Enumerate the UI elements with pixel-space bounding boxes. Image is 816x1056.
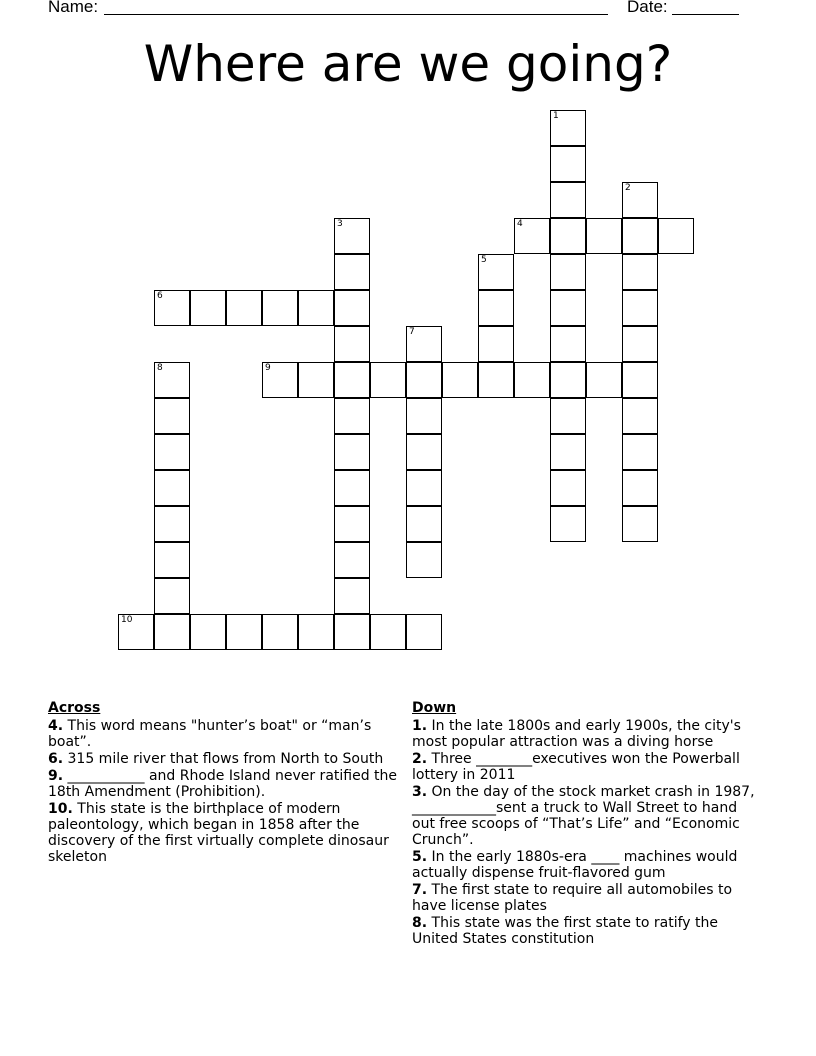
grid-cell[interactable] — [226, 290, 262, 326]
grid-cell[interactable] — [154, 290, 190, 326]
grid-cell[interactable] — [154, 434, 190, 470]
clue-number-label: 4. — [48, 718, 64, 734]
grid-cell[interactable] — [262, 290, 298, 326]
clue-number: 9 — [265, 363, 271, 373]
clue-number-label: 6. — [48, 751, 64, 767]
grid-cell[interactable] — [622, 506, 658, 542]
grid-cell[interactable] — [406, 326, 442, 362]
clue-number-label: 7. — [412, 882, 428, 898]
clue-number-label: 8. — [412, 915, 428, 931]
name-label: Name: — [48, 0, 99, 16]
clue-number: 3 — [337, 219, 343, 229]
grid-cell[interactable] — [442, 362, 478, 398]
grid-cell[interactable] — [478, 290, 514, 326]
grid-cell[interactable] — [154, 398, 190, 434]
clue-number: 10 — [121, 615, 133, 625]
grid-cell[interactable] — [190, 614, 226, 650]
grid-cell[interactable] — [550, 398, 586, 434]
grid-cell[interactable] — [298, 362, 334, 398]
grid-cell[interactable] — [622, 182, 658, 218]
grid-cell[interactable] — [406, 542, 442, 578]
grid-cell[interactable] — [118, 614, 154, 650]
clue-number: 1 — [553, 111, 559, 121]
grid-cell[interactable] — [478, 326, 514, 362]
grid-cell[interactable] — [334, 578, 370, 614]
clue-text: This state is the birthplace of modern paleontology, which began in 1858 after the discovery of the first virtually complete dinosaur skeleton — [48, 801, 389, 865]
across-clue — [48, 768, 410, 800]
clue-number-label: 3. — [412, 784, 428, 800]
grid-cell[interactable] — [622, 218, 658, 254]
grid-cell[interactable] — [334, 326, 370, 362]
date-label: Date: — [627, 0, 668, 16]
grid-cell[interactable] — [262, 362, 298, 398]
grid-cell[interactable] — [154, 362, 190, 398]
grid-cell[interactable] — [586, 362, 622, 398]
grid-cell[interactable] — [334, 290, 370, 326]
grid-cell[interactable] — [298, 290, 334, 326]
grid-cell[interactable] — [622, 290, 658, 326]
grid-cell[interactable] — [550, 506, 586, 542]
grid-cell[interactable] — [622, 398, 658, 434]
grid-cell[interactable] — [514, 362, 550, 398]
page-title: Where are we going? — [143, 35, 673, 93]
grid-cell[interactable] — [154, 614, 190, 650]
grid-cell[interactable] — [550, 470, 586, 506]
grid-cell[interactable] — [550, 290, 586, 326]
across-clue — [48, 801, 410, 865]
grid-cell[interactable] — [550, 110, 586, 146]
across-clues — [48, 700, 410, 866]
grid-cell[interactable] — [154, 578, 190, 614]
clue-text: On the day of the stock market crash in 1987, ____________sent a truck to Wall Street to hand out free scoops of “That’s Life” and “Economic Crunch”. — [412, 784, 755, 848]
clue-number-label: 10. — [48, 801, 73, 817]
down-clues — [412, 700, 762, 948]
grid-cell[interactable] — [370, 614, 406, 650]
clue-number: 6 — [157, 291, 163, 301]
grid-cell[interactable] — [550, 434, 586, 470]
down-clue — [412, 718, 762, 750]
grid-cell[interactable] — [334, 542, 370, 578]
grid-cell[interactable] — [334, 362, 370, 398]
clue-number-label: 1. — [412, 718, 428, 734]
grid-cell[interactable] — [406, 506, 442, 542]
clue-text: Three ________executives won the Powerball lottery in 2011 — [412, 751, 740, 783]
grid-cell[interactable] — [406, 614, 442, 650]
clue-number: 8 — [157, 363, 163, 373]
grid-cell[interactable] — [622, 434, 658, 470]
across-clue — [48, 751, 410, 767]
grid-cell[interactable] — [622, 254, 658, 290]
clue-number: 7 — [409, 327, 415, 337]
grid-cell[interactable] — [154, 506, 190, 542]
down-clue — [412, 784, 762, 848]
down-clue — [412, 849, 762, 881]
grid-cell[interactable] — [406, 398, 442, 434]
grid-cell[interactable] — [334, 506, 370, 542]
across-heading: Across — [48, 700, 101, 716]
grid-cell[interactable] — [550, 182, 586, 218]
grid-cell[interactable] — [622, 362, 658, 398]
grid-cell[interactable] — [298, 614, 334, 650]
grid-cell[interactable] — [406, 470, 442, 506]
grid-cell[interactable] — [334, 434, 370, 470]
clue-text: ___________ and Rhode Island never ratified the 18th Amendment (Prohibition). — [48, 768, 398, 800]
clue-text: This word means "hunter’s boat" or “man’s boat”. — [48, 718, 372, 750]
grid-cell[interactable] — [334, 218, 370, 254]
grid-cell[interactable] — [550, 362, 586, 398]
clue-text: 315 mile river that flows from North to South — [63, 751, 384, 767]
clue-number: 5 — [481, 255, 487, 265]
clue-text: This state was the first state to ratify the United States constitution — [412, 915, 719, 947]
clue-text: In the early 1880s-era ____ machines would actually dispense fruit-flavored gum — [412, 849, 738, 881]
down-heading: Down — [412, 700, 457, 716]
grid-cell[interactable] — [586, 218, 622, 254]
down-clue — [412, 751, 762, 783]
grid-cell[interactable] — [154, 470, 190, 506]
clue-number: 4 — [517, 219, 523, 229]
grid-cell[interactable] — [334, 470, 370, 506]
grid-cell[interactable] — [262, 614, 298, 650]
grid-cell[interactable] — [622, 470, 658, 506]
grid-cell[interactable] — [190, 290, 226, 326]
grid-cell[interactable] — [334, 398, 370, 434]
grid-cell[interactable] — [658, 218, 694, 254]
grid-cell[interactable] — [550, 146, 586, 182]
grid-cell[interactable] — [406, 362, 442, 398]
clue-text: The first state to require all automobiles to have license plates — [412, 882, 733, 914]
grid-cell[interactable] — [550, 218, 586, 254]
grid-cell[interactable] — [406, 434, 442, 470]
grid-cell[interactable] — [334, 254, 370, 290]
grid-cell[interactable] — [550, 326, 586, 362]
grid-cell[interactable] — [622, 326, 658, 362]
grid-cell[interactable] — [478, 254, 514, 290]
clue-number: 2 — [625, 183, 631, 193]
clue-text: In the late 1800s and early 1900s, the city's most popular attraction was a diving horse — [412, 718, 741, 750]
clue-number-label: 2. — [412, 751, 428, 767]
grid-cell[interactable] — [226, 614, 262, 650]
down-clue — [412, 882, 762, 914]
clue-number-label: 5. — [412, 849, 428, 865]
grid-cell[interactable] — [550, 254, 586, 290]
grid-cell[interactable] — [514, 218, 550, 254]
grid-cell[interactable] — [334, 614, 370, 650]
across-clue — [48, 718, 410, 750]
grid-cell[interactable] — [370, 362, 406, 398]
down-clue — [412, 915, 762, 947]
grid-cell[interactable] — [478, 362, 514, 398]
clue-number-label: 9. — [48, 768, 64, 784]
grid-cell[interactable] — [154, 542, 190, 578]
